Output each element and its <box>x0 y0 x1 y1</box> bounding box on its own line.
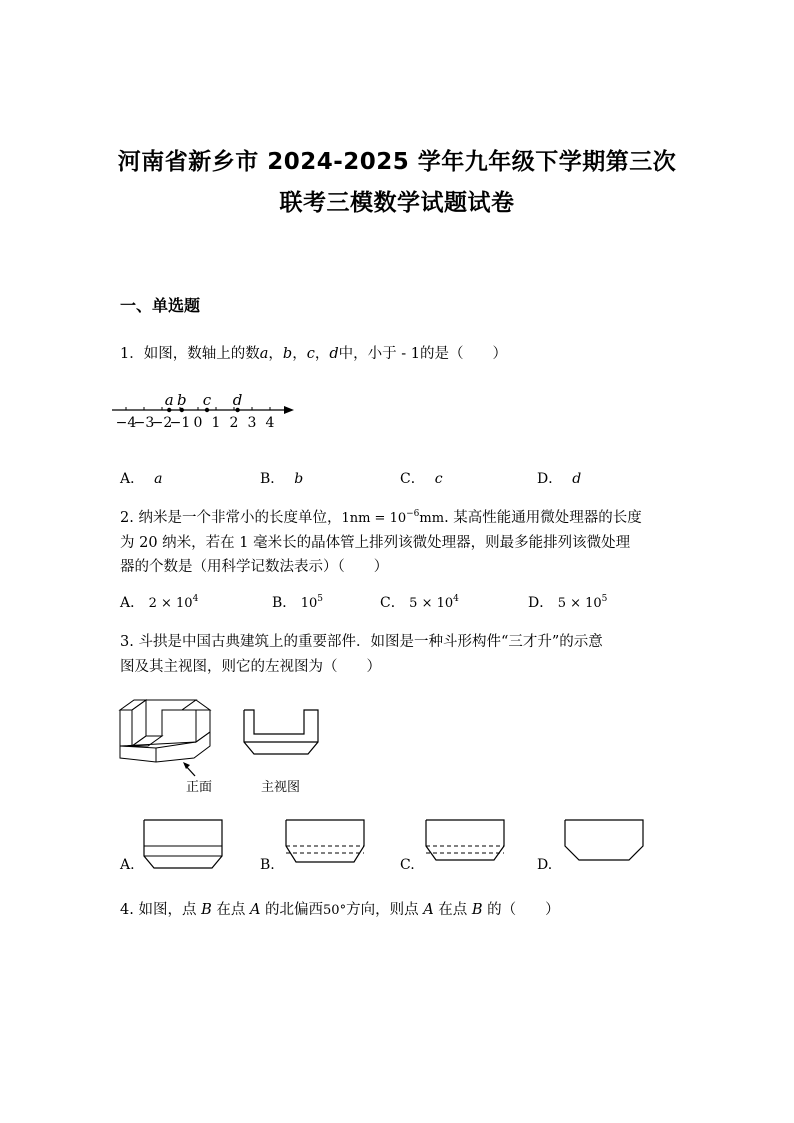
q3-option-d-figure[interactable] <box>561 818 647 872</box>
question-1-stem: 1．如图，数轴上的数a，b，c，d中，小于 - 1的是（ ） <box>120 346 507 362</box>
question-3-line1: 3. 斗拱是中国古典建筑上的重要部件．如图是一种斗形构件“三才升”的示意 <box>120 634 603 650</box>
question-3-line2: 图及其主视图，则它的左视图为（ ） <box>120 659 381 675</box>
q3-option-c-label[interactable]: C. <box>400 857 415 873</box>
main-view-figure <box>240 708 324 762</box>
q1-option-c[interactable]: C． c <box>400 471 443 487</box>
number-line-tick-label: 2 <box>229 415 239 431</box>
number-line-point-label: c <box>202 391 212 409</box>
q3-option-c-figure[interactable] <box>422 818 508 872</box>
number-line-tick-label: 3 <box>247 415 257 431</box>
q3-option-b-figure[interactable] <box>282 818 368 872</box>
number-line-point-label: a <box>164 391 174 409</box>
number-line-tick-label: 1 <box>211 415 221 431</box>
number-line-tick-label: −4 <box>115 415 137 431</box>
nm-formula: $1nm = 10^{-6}mm$ <box>341 509 445 526</box>
question-2-line2: 为 20 纳米，若在 1 毫米长的晶体管上排列该微处理器，则最多能排列该微处理 <box>120 535 631 551</box>
exam-title-line1: 河南省新乡市 2024-2025 学年九年级下学期第三次 <box>117 149 677 175</box>
number-line-figure <box>110 388 310 436</box>
caption-main-view: 主视图 <box>261 780 301 795</box>
q2-option-b[interactable]: B． $10^5$ <box>272 594 324 611</box>
q3-option-b-label[interactable]: B. <box>260 857 275 873</box>
q1-option-b[interactable]: B． b <box>260 471 304 487</box>
sanshesheng-3d-figure <box>116 696 220 780</box>
q2-option-a[interactable]: A． $2 \times 10^4$ <box>120 594 199 611</box>
question-2-line3: 器的个数是（用科学记数法表示）（ ） <box>120 559 389 575</box>
number-line-tick-label: 0 <box>193 415 203 431</box>
q3-option-a-label[interactable]: A. <box>120 857 135 873</box>
q3-option-a-figure[interactable] <box>140 818 226 872</box>
number-line-arrow-icon <box>284 406 294 414</box>
number-line-point-label: d <box>232 391 243 409</box>
q2-option-c[interactable]: C． $5 \times 10^4$ <box>380 594 459 611</box>
section-heading: 一、单选题 <box>120 296 201 315</box>
caption-front: 正面 <box>186 780 213 795</box>
exam-title-line2: 联考三模数学试题试卷 <box>279 190 515 216</box>
number-line-tick-label: −3 <box>133 415 155 431</box>
q2-option-d[interactable]: D． $5 \times 10^5$ <box>528 594 608 611</box>
number-line-tick-label: −1 <box>169 415 191 431</box>
number-line-point-label: b <box>176 391 187 409</box>
q1-option-a[interactable]: A． a <box>120 471 163 487</box>
number-line-tick-label: 4 <box>265 415 275 431</box>
q3-option-d-label[interactable]: D. <box>537 857 553 873</box>
question-4-stem: 4. 如图，点 B 在点 A 的北偏西50°方向，则点 A 在点 B 的（ ） <box>120 902 560 918</box>
q1-option-d[interactable]: D． d <box>537 471 582 487</box>
number-line-tick-label: −2 <box>151 415 173 431</box>
question-2-line1: 2. 纳米是一个非常小的长度单位，$1nm = 10^{-6}mm$. 某高性能通用微处理器的长度 <box>120 509 642 526</box>
